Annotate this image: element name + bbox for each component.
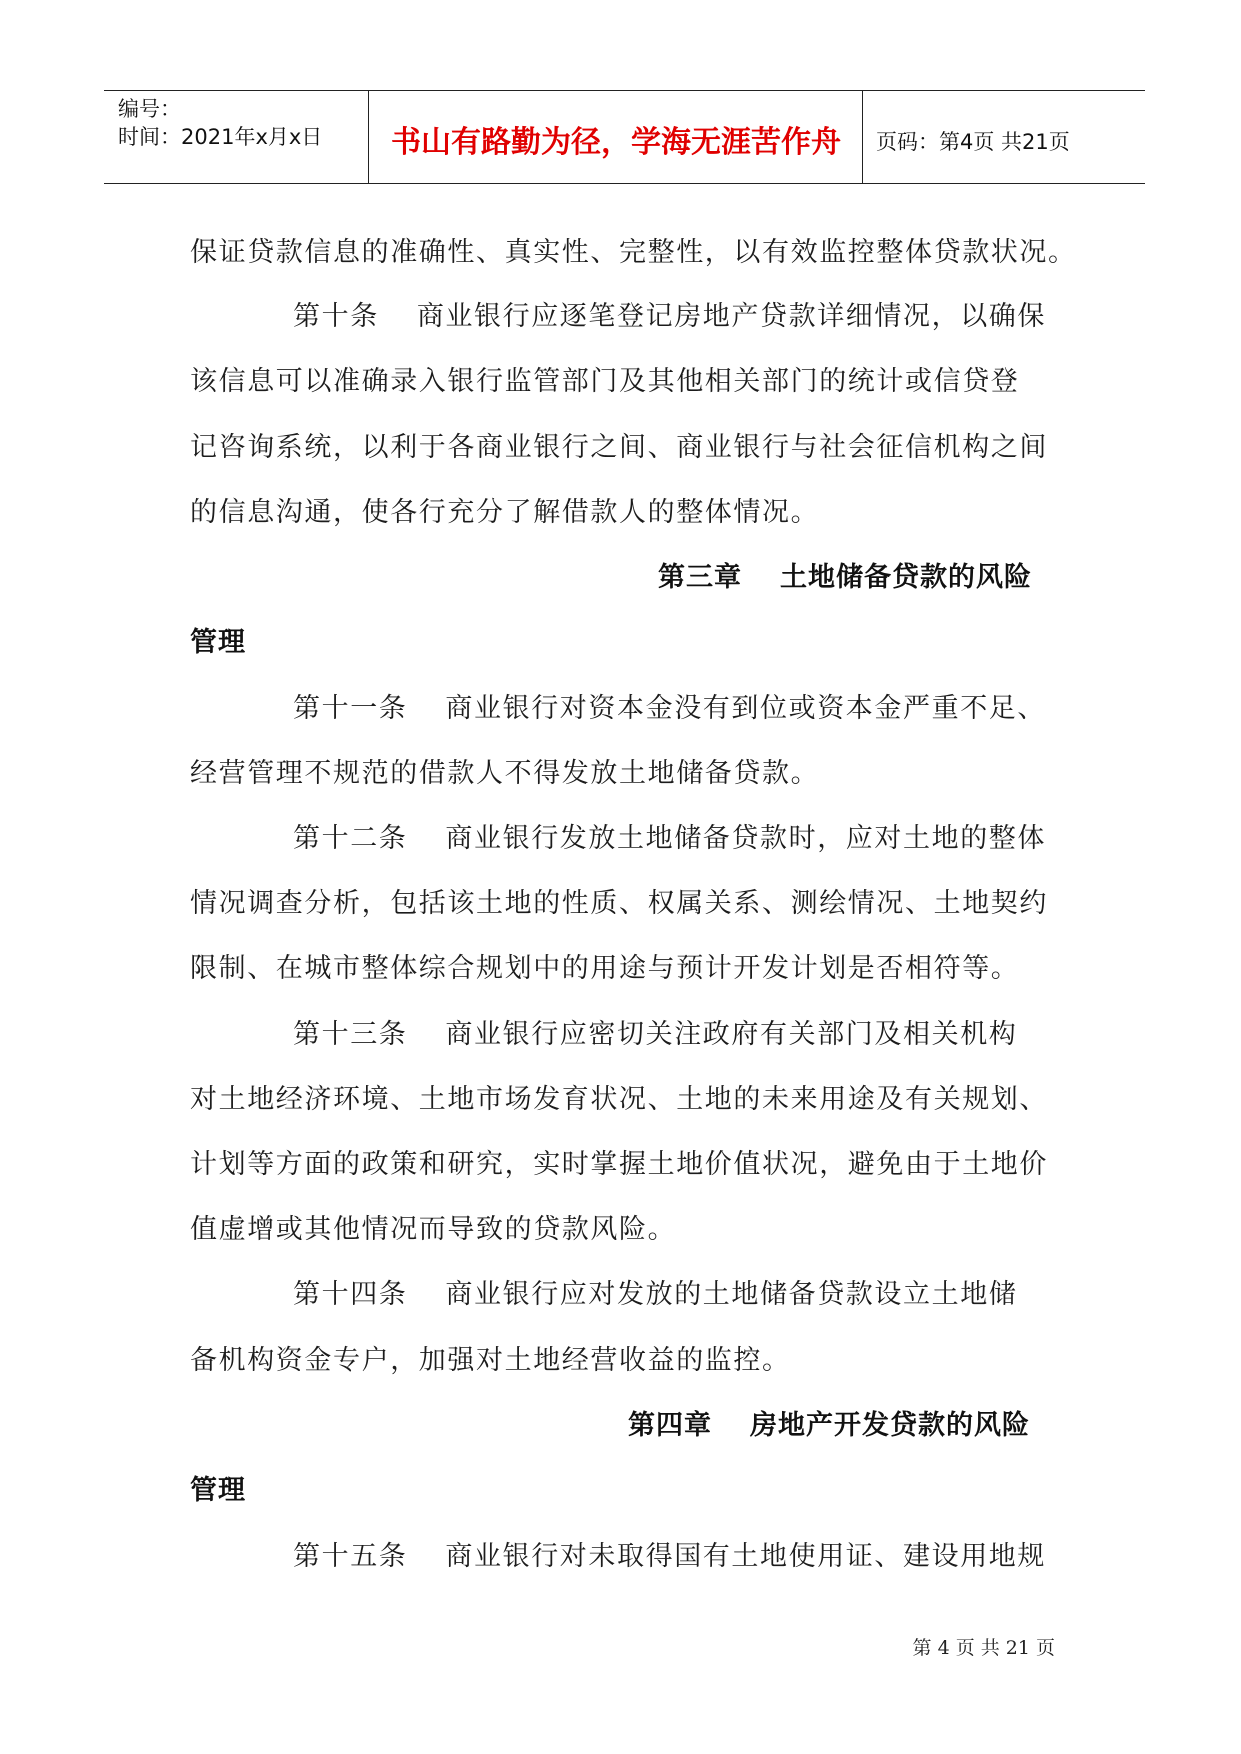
- article-number: 第十二条: [293, 823, 408, 854]
- article-text: 商业银行发放土地储备贷款时，应对土地的整体: [445, 823, 1047, 854]
- article-text: 商业银行应逐笔登记房地产贷款详细情况，以确保: [416, 301, 1047, 332]
- article-13: [293, 1012, 1017, 1051]
- paragraph-line: 的信息沟通，使各行充分了解借款人的整体情况。: [190, 497, 820, 528]
- paragraph-line: 情况调查分析，包括该土地的性质、权属关系、测绘情况、土地契约: [190, 888, 1048, 919]
- header-divider-left: [368, 90, 369, 183]
- article-text: 商业银行应对发放的土地储备贷款设立土地储: [445, 1279, 1018, 1310]
- article-14: [293, 1272, 1017, 1311]
- article-text: 商业银行应密切关注政府有关部门及相关机构: [445, 1019, 1018, 1050]
- article-15: [293, 1534, 1046, 1573]
- chapter-3-heading: [658, 555, 1032, 594]
- paragraph-line: 值虚增或其他情况而导致的贷款风险。: [190, 1214, 677, 1245]
- article-number: 第十四条: [293, 1279, 408, 1310]
- chapter-3-heading-cont: 管理: [190, 627, 246, 658]
- header-page-code: 页码：第4页 共21页: [876, 130, 1070, 154]
- header-divider-right: [862, 90, 863, 183]
- paragraph-line: 计划等方面的政策和研究，实时掌握土地价值状况，避免由于土地价: [190, 1149, 1048, 1180]
- header-top-rule: [104, 90, 1145, 91]
- header-bottom-rule: [104, 183, 1145, 184]
- article-number: 第十条: [293, 301, 379, 332]
- chapter-4-heading-cont: 管理: [190, 1475, 246, 1506]
- article-number: 第十三条: [293, 1019, 408, 1050]
- page-footer: 第 4 页 共 21 页: [912, 1637, 1055, 1659]
- chapter-number: 第三章: [658, 562, 742, 593]
- article-12: [293, 816, 1046, 855]
- chapter-title: 房地产开发贷款的风险: [750, 1410, 1030, 1441]
- paragraph-line: 保证贷款信息的准确性、真实性、完整性，以有效监控整体贷款状况。: [190, 237, 1077, 268]
- document-number-label: 编号：: [118, 97, 181, 121]
- article-11: [293, 686, 1046, 725]
- paragraph-line: 对土地经济环境、土地市场发育状况、土地的未来用途及有关规划、: [190, 1084, 1048, 1115]
- article-number: 第十五条: [293, 1541, 408, 1572]
- paragraph-line: 限制、在城市整体综合规划中的用途与预计开发计划是否相符等。: [190, 953, 1020, 984]
- article-10: [293, 294, 1046, 333]
- chapter-4-heading: [628, 1403, 1030, 1442]
- document-time: 时间：2021年x月x日: [118, 125, 323, 149]
- article-text: 商业银行对资本金没有到位或资本金严重不足、: [445, 693, 1047, 724]
- paragraph-line: 该信息可以准确录入银行监管部门及其他相关部门的统计或信贷登: [190, 366, 1020, 397]
- chapter-number: 第四章: [628, 1410, 712, 1441]
- header-motto: 书山有路勤为径，学海无涯苦作舟: [391, 125, 841, 160]
- article-text: 商业银行对未取得国有土地使用证、建设用地规: [445, 1541, 1047, 1572]
- paragraph-line: 经营管理不规范的借款人不得发放土地储备贷款。: [190, 758, 820, 789]
- paragraph-line: 备机构资金专户，加强对土地经营收益的监控。: [190, 1345, 791, 1376]
- chapter-title: 土地储备贷款的风险: [780, 562, 1032, 593]
- article-number: 第十一条: [293, 693, 408, 724]
- paragraph-line: 记咨询系统，以利于各商业银行之间、商业银行与社会征信机构之间: [190, 432, 1048, 463]
